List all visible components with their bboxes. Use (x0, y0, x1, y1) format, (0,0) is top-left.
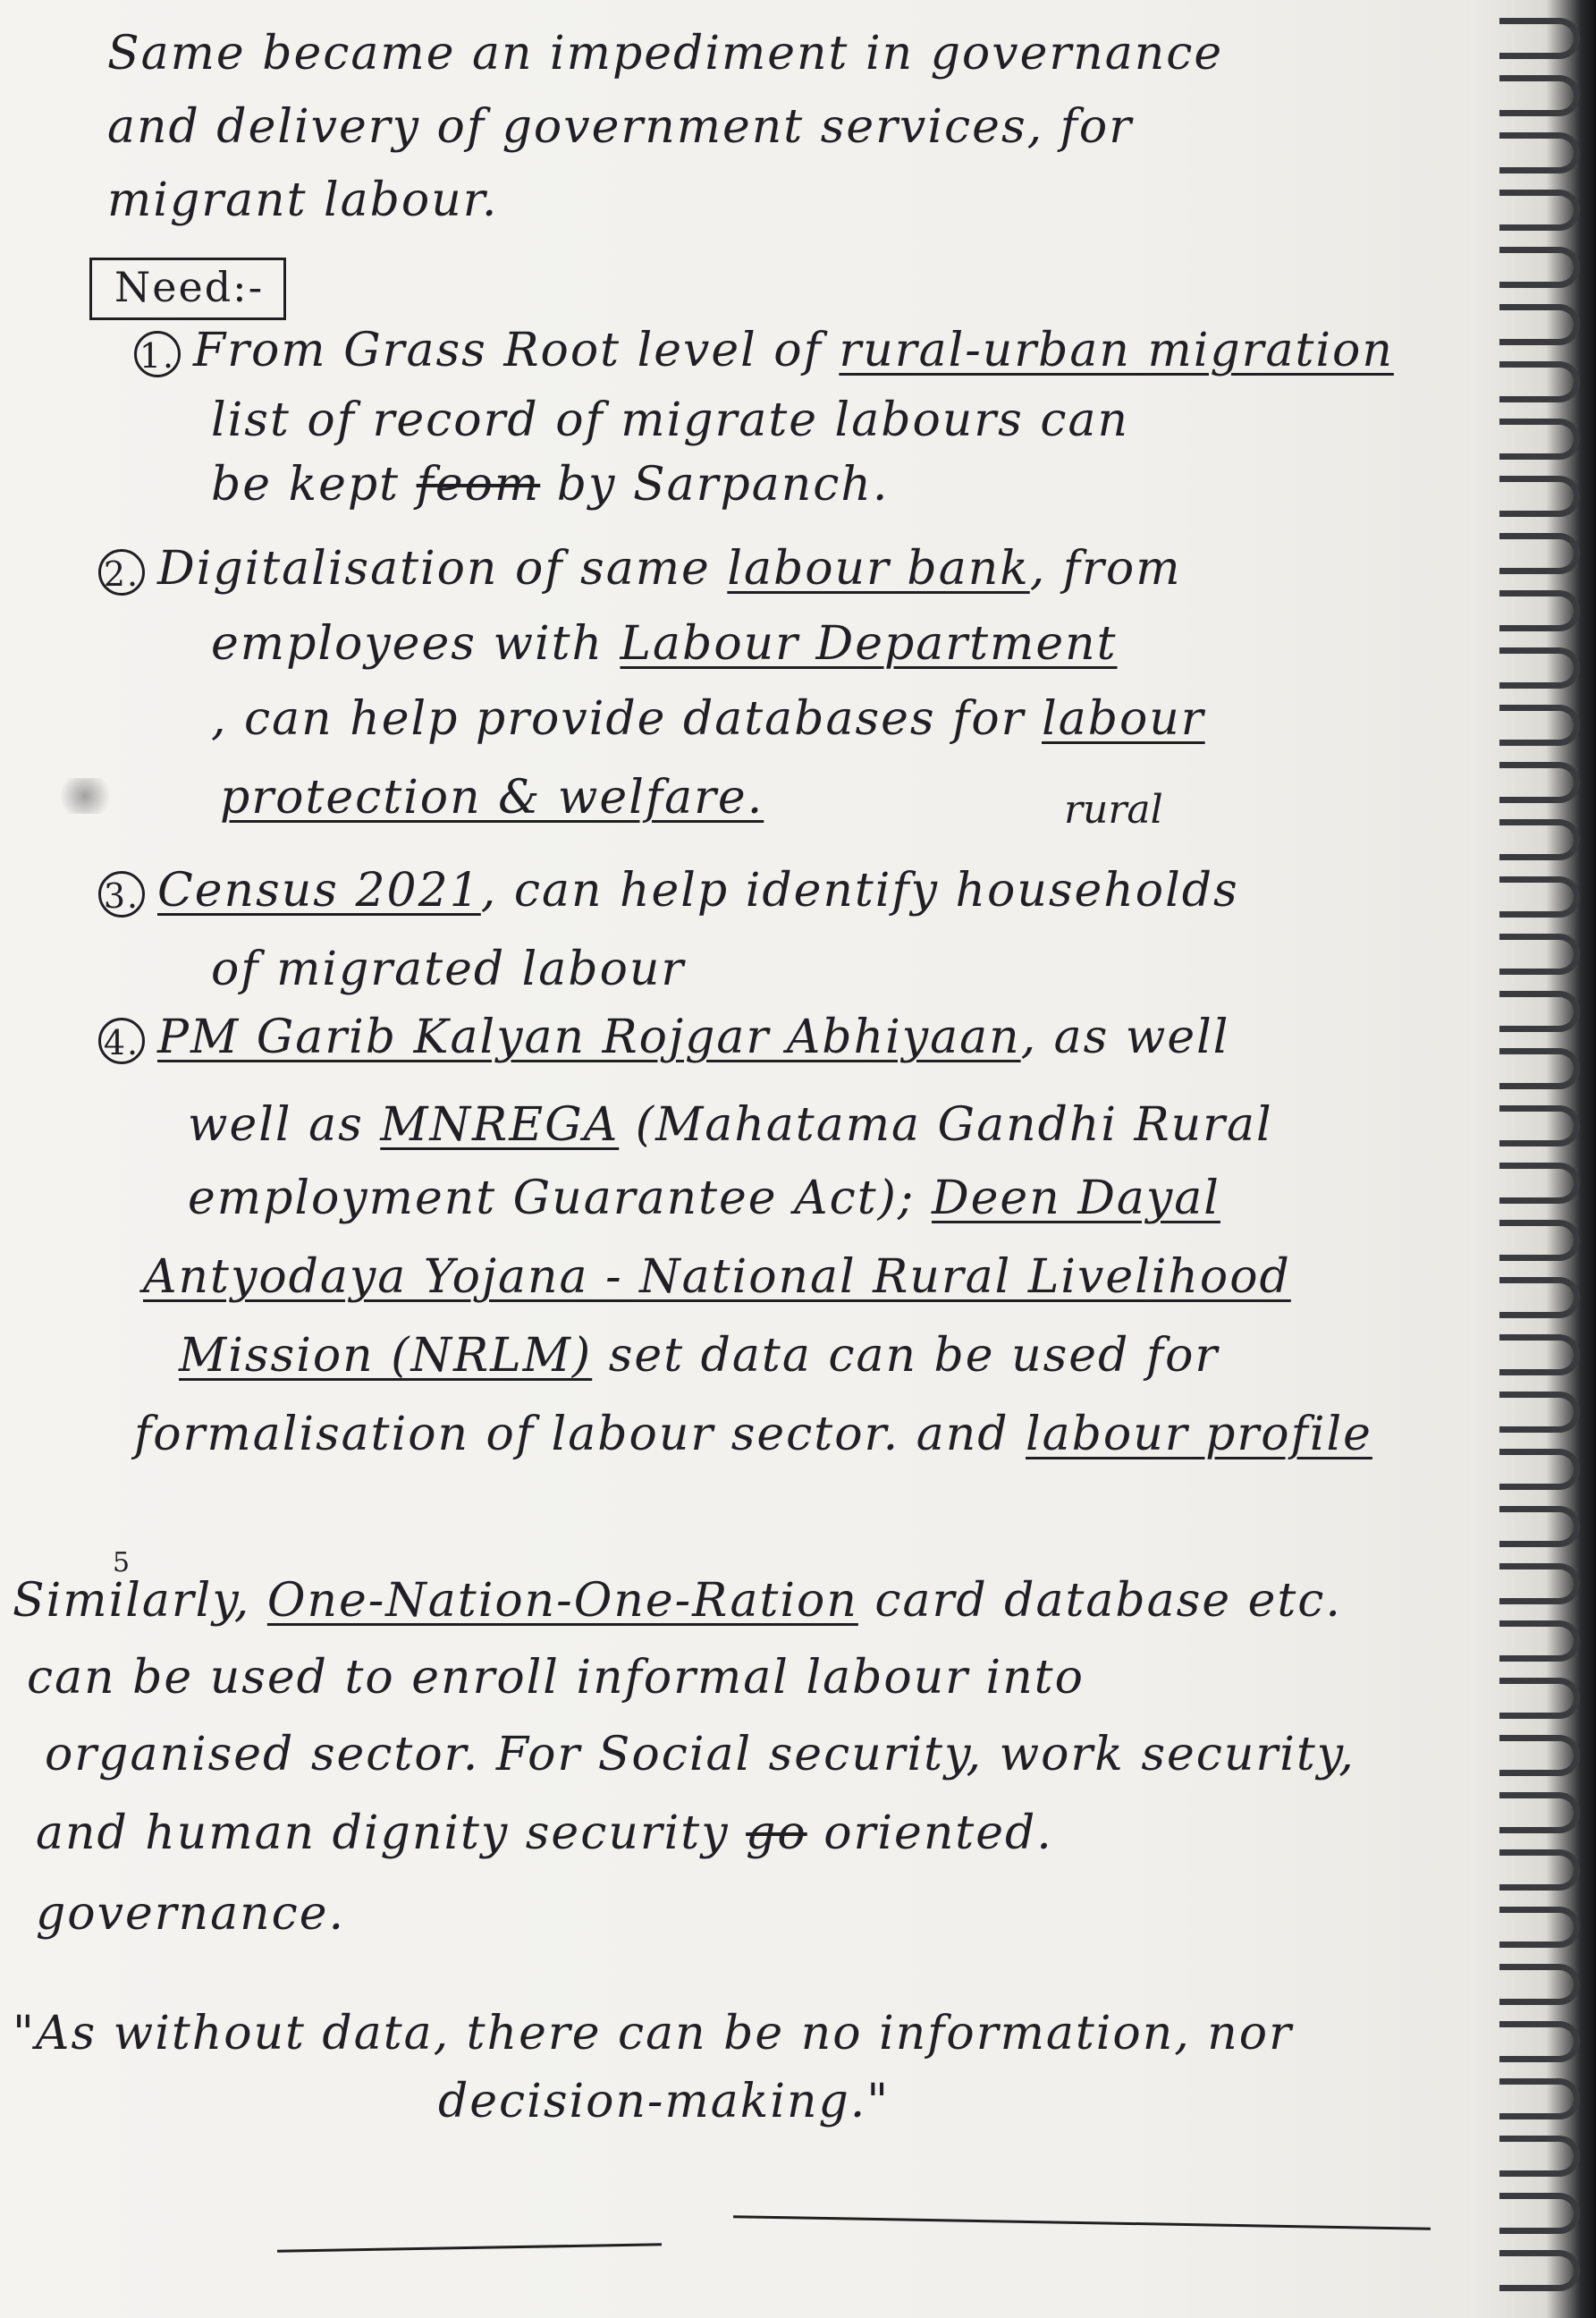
point-3-line-2: of migrated labour (211, 943, 686, 996)
point-2-text: , can help provide databases for (211, 692, 1043, 746)
spiral-ring (1499, 1449, 1580, 1490)
intro-line-1: Same became an impediment in governance (107, 27, 1224, 80)
underlined-phrase: Labour Department (620, 617, 1118, 671)
spiral-ring (1499, 1048, 1580, 1089)
point-3-line-1 (98, 864, 1239, 918)
spiral-ring (1499, 1792, 1580, 1833)
spiral-ring (1499, 476, 1580, 517)
similarly-line-3: organised sector. For Social security, work security, (45, 1728, 1355, 1781)
struck-word: go (746, 1806, 807, 1860)
spiral-ring (1499, 1392, 1580, 1433)
quote-line-1: "As without data, there can be no information, nor (13, 2007, 1293, 2060)
point-4-text: (Mahatama Gandhi Rural (619, 1098, 1273, 1152)
similarly-text: Similarly, (13, 1574, 267, 1628)
spiral-ring (1499, 934, 1580, 975)
point-1-text: From Grass Root level of (193, 324, 840, 377)
point-5-number: 5 (113, 1547, 131, 1578)
point-4-line-6 (134, 1408, 1372, 1461)
point-2-text: employees with (211, 617, 621, 671)
underlined-phrase: labour profile (1026, 1408, 1372, 1461)
spiral-ring (1499, 2193, 1580, 2234)
underlined-phrase: labour bank (727, 542, 1030, 596)
point-2-line-2 (211, 617, 1118, 671)
spiral-ring (1499, 1277, 1580, 1318)
spiral-ring (1499, 819, 1580, 860)
spiral-ring (1499, 247, 1580, 288)
intro-line-3: migrant labour. (107, 173, 499, 227)
spiral-ring (1499, 647, 1580, 689)
point-4-text: employment Guarantee Act); (188, 1172, 932, 1225)
point-4-line-1 (98, 1011, 1229, 1064)
underlined-phrase: Census 2021 (157, 864, 481, 918)
similarly-line-5: governance. (36, 1887, 346, 1941)
point-1-text: by Sarpanch. (540, 458, 890, 512)
point-2-line-3 (211, 692, 1205, 746)
point-number: 3. (98, 871, 145, 918)
bottom-rule-left (277, 2243, 662, 2253)
spiral-ring (1499, 705, 1580, 746)
underlined-phrase: PM Garib Kalyan Rojgar Abhiyaan (157, 1011, 1021, 1064)
ink-smudge (54, 778, 116, 814)
point-4-line-2 (188, 1098, 1273, 1152)
spiral-ring (1499, 419, 1580, 460)
spiral-ring (1499, 1506, 1580, 1547)
point-2-line-4: protection & welfare. (220, 771, 764, 825)
spiral-ring (1499, 2078, 1580, 2119)
spiral-ring (1499, 304, 1580, 345)
spiral-ring (1499, 1334, 1580, 1375)
point-4-text: , as well (1020, 1011, 1230, 1064)
point-1-line-2: list of record of migrate labours can (211, 393, 1129, 447)
point-4-text: well as (188, 1098, 381, 1152)
point-number: 4. (98, 1018, 145, 1064)
point-4-line-4: Antyodaya Yojana - National Rural Livelihood (143, 1250, 1291, 1304)
point-1-text: be kept (211, 458, 417, 512)
spiral-ring (1499, 1563, 1580, 1604)
spiral-ring (1499, 876, 1580, 918)
inserted-word: rural (1064, 787, 1163, 833)
spiral-ring (1499, 2250, 1580, 2291)
underlined-phrase: One-Nation-One-Ration (266, 1574, 858, 1628)
spiral-binding (1471, 0, 1596, 2318)
similarly-text: oriented. (806, 1806, 1053, 1860)
point-4-text: set data can be used for (592, 1329, 1220, 1383)
spiral-ring (1499, 1620, 1580, 1662)
similarly-text: card database etc. (857, 1574, 1342, 1628)
spiral-ring (1499, 1964, 1580, 2005)
point-4-line-5 (179, 1329, 1219, 1383)
bottom-rule-right (733, 2215, 1431, 2230)
point-number: 1. (134, 331, 181, 377)
spiral-ring (1499, 1678, 1580, 1719)
point-2-line-1 (98, 542, 1182, 596)
spiral-ring (1499, 132, 1580, 173)
need-heading: Need:- (114, 263, 265, 311)
spiral-ring (1499, 1105, 1580, 1146)
spiral-ring (1499, 2021, 1580, 2062)
spiral-ring (1499, 1735, 1580, 1776)
similarly-line-1 (13, 1574, 1342, 1628)
underlined-phrase: rural-urban migration (839, 324, 1394, 377)
spiral-ring (1499, 590, 1580, 631)
point-2-text: , from (1029, 542, 1182, 596)
point-1-line-1 (134, 324, 1394, 377)
similarly-text: and human dignity security (36, 1806, 747, 1860)
point-2-text: Digitalisation of same (157, 542, 728, 596)
struck-word: feom (416, 458, 541, 512)
spiral-ring (1499, 1163, 1580, 1204)
spiral-ring (1499, 18, 1580, 59)
spiral-ring (1499, 2136, 1580, 2177)
point-4-line-3 (188, 1172, 1220, 1225)
intro-line-2: and delivery of government services, for (107, 100, 1134, 154)
spiral-ring (1499, 1907, 1580, 1948)
point-1-line-3 (211, 458, 889, 512)
underlined-phrase: labour (1042, 692, 1205, 746)
underlined-phrase: Mission (NRLM) (179, 1329, 593, 1383)
spiral-ring (1499, 991, 1580, 1032)
spiral-ring (1499, 75, 1580, 116)
spiral-ring (1499, 533, 1580, 574)
point-number: 2. (98, 549, 145, 596)
underlined-phrase: MNREGA (380, 1098, 620, 1152)
spiral-ring (1499, 1849, 1580, 1891)
spiral-ring (1499, 361, 1580, 402)
spiral-ring (1499, 1220, 1580, 1261)
point-3-text: , can help identify households (480, 864, 1239, 918)
spiral-ring (1499, 762, 1580, 803)
quote-line-2: decision-making." (438, 2075, 891, 2128)
similarly-line-4 (36, 1806, 1053, 1860)
underlined-phrase: Deen Dayal (931, 1172, 1220, 1225)
spiral-ring (1499, 190, 1580, 231)
similarly-line-2: can be used to enroll informal labour into (27, 1651, 1085, 1705)
point-4-text: formalisation of labour sector. and (134, 1408, 1026, 1461)
